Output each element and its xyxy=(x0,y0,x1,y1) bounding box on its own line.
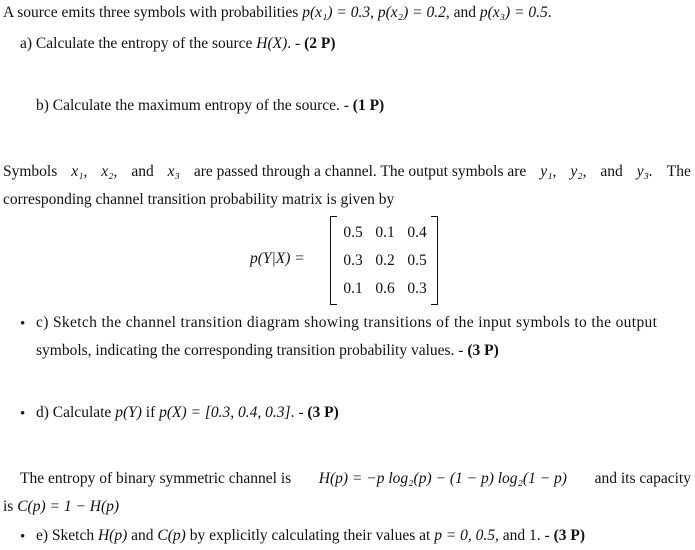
bullet: • xyxy=(20,406,26,422)
question-d-if: if xyxy=(141,404,160,421)
question-c-points: (3 P) xyxy=(467,342,499,359)
symbol-y2: y₂, xyxy=(570,163,587,180)
matrix-cell: 0.6 xyxy=(375,280,395,297)
matrix-cell: 0.3 xyxy=(343,252,363,269)
intro-text: A source emits three symbols with probabilities xyxy=(3,4,303,21)
bullet: • xyxy=(20,316,26,332)
h-p-expr: H(p) xyxy=(97,527,128,544)
matrix-cell: 0.4 xyxy=(407,224,427,241)
bsc-line-1 xyxy=(20,470,691,489)
question-c-text-2: symbols, indicating the corresponding transition probability values. - xyxy=(36,342,468,359)
channel-mid-text: are passed through a channel. The output symbols are xyxy=(193,163,527,180)
matrix-cell: 0.3 xyxy=(407,280,427,297)
question-e-and-1: and 1. - xyxy=(498,527,554,544)
question-e-and: and xyxy=(127,527,158,544)
question-e-text: e) Sketch xyxy=(36,527,98,544)
question-b-text: b) Calculate the maximum entropy of the source. - xyxy=(36,97,353,114)
bsc-capacity-word: and its capacity xyxy=(594,470,691,487)
channel-the: The xyxy=(666,163,691,180)
p-x3-expr: p(x₃) = 0.5 xyxy=(479,4,548,21)
question-c-line-2 xyxy=(36,342,499,361)
question-a-text: a) Calculate the entropy of the source xyxy=(20,35,257,52)
symbol-x2: x₂, xyxy=(101,163,118,180)
channel-and: and xyxy=(131,163,154,180)
channel-line-2-text: corresponding channel transition probability matrix is given by xyxy=(3,191,395,208)
question-e-points: (3 P) xyxy=(553,527,585,544)
bsc-is: is xyxy=(3,498,18,515)
channel-symbols-word: Symbols xyxy=(3,163,58,180)
question-d-text: d) Calculate xyxy=(36,404,116,421)
question-a-points: (2 P) xyxy=(304,35,336,52)
entropy-formula: H(p) = −p log₂(p) − (1 − p) log₂(1 − p) xyxy=(318,470,567,487)
question-b-points: (1 P) xyxy=(352,97,385,114)
symbol-y3: y₃. xyxy=(636,163,653,180)
question-a-sep: . - xyxy=(287,35,305,52)
question-d-points: (3 P) xyxy=(307,404,339,421)
question-e xyxy=(36,527,585,546)
p-y-expr: p(Y) xyxy=(115,404,142,421)
symbol-x3: x₃ xyxy=(167,163,180,180)
p-x-expr: p(X) = [0.3, 0.4, 0.3] xyxy=(159,404,291,421)
question-a xyxy=(20,35,336,54)
channel-line-2 xyxy=(3,191,394,210)
question-e-mid: by explicitly calculating their values at xyxy=(185,527,435,544)
matrix-cell: 0.5 xyxy=(407,252,427,269)
matrix-cell: 0.2 xyxy=(375,252,395,269)
p-values-expr: p = 0, 0.5, xyxy=(434,527,499,544)
matrix-cell: 0.1 xyxy=(375,224,395,241)
bsc-intro: The entropy of binary symmetric channel is xyxy=(20,470,292,487)
intro-sep: , and xyxy=(445,4,480,21)
intro-line xyxy=(3,4,552,23)
question-d xyxy=(36,404,339,423)
p-x2-expr: p(x₂) = 0.2 xyxy=(377,4,446,21)
question-b xyxy=(36,97,384,116)
channel-and: and xyxy=(600,163,623,180)
question-c-line-1 xyxy=(36,314,691,333)
matrix-cell: 0.5 xyxy=(343,224,363,241)
question-d-sep: . - xyxy=(290,404,308,421)
bullet: • xyxy=(20,529,26,545)
c-p-expr: C(p) xyxy=(157,527,186,544)
p-x1-expr: p(x₁) = 0.3 xyxy=(302,4,371,21)
channel-line-1 xyxy=(3,163,691,182)
matrix-cell: 0.1 xyxy=(343,280,363,297)
matrix-label: p(Y|X) = xyxy=(250,250,305,267)
bsc-line-2 xyxy=(3,498,119,517)
intro-end: . xyxy=(547,4,552,21)
symbol-y1: y₁, xyxy=(540,163,557,180)
question-c-text-1: c) Sketch the channel transition diagram showing transitions of the input symbols to the output xyxy=(36,314,658,331)
capacity-formula: C(p) = 1 − H(p) xyxy=(17,498,120,515)
intro-sep: , xyxy=(370,4,378,21)
symbol-x1: x₁, xyxy=(71,163,88,180)
entropy-expr: H(X) xyxy=(256,35,288,52)
